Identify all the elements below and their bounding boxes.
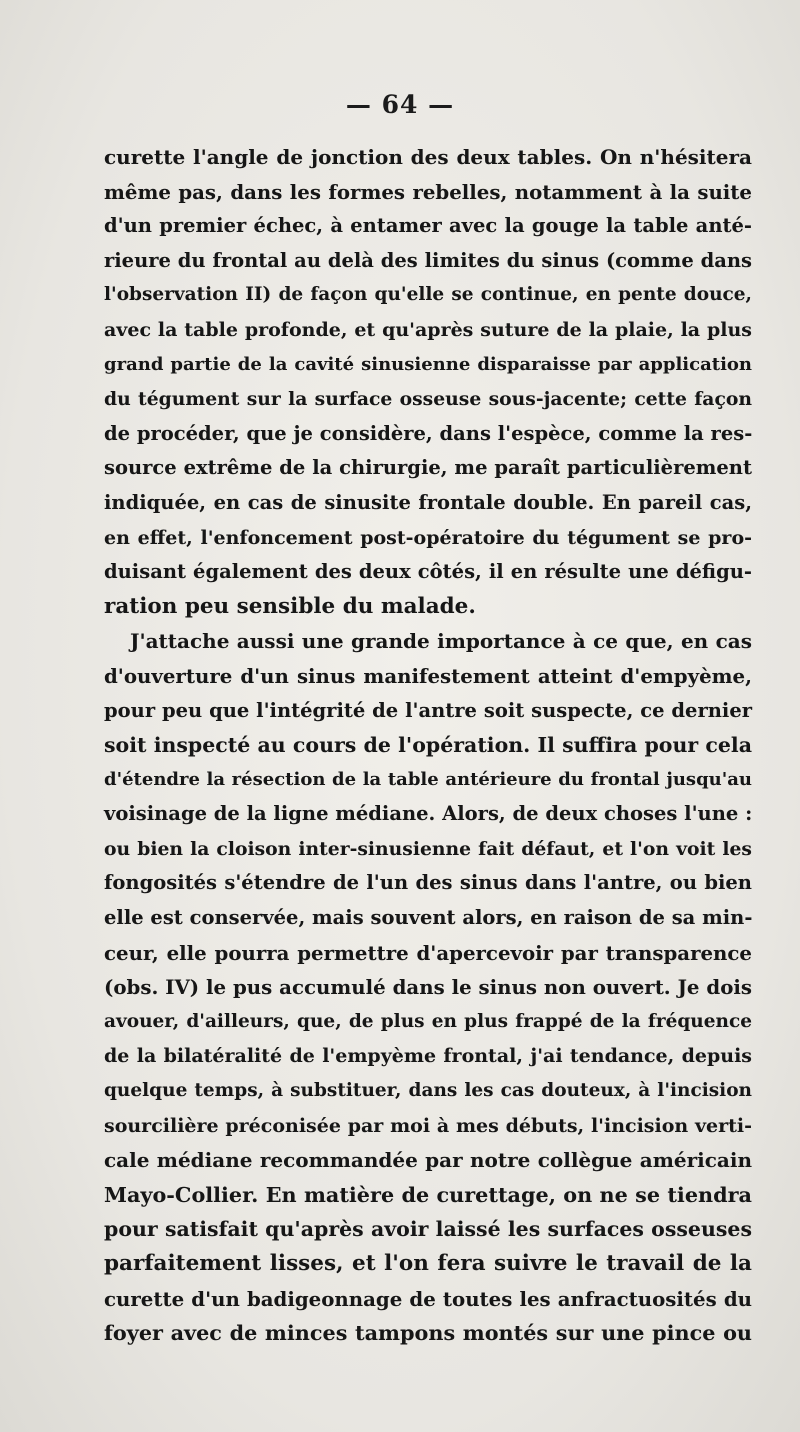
text-line: d'étendre la résection de la table antérieure du frontal jusqu'au xyxy=(104,768,752,790)
text-line: cale médiane recommandée par notre collègue américain xyxy=(104,1148,752,1173)
text-line: voisinage de la ligne médiane. Alors, de deux choses l'une : xyxy=(104,802,753,826)
text-line: d'ouverture d'un sinus manifestement atteint d'empyème, xyxy=(104,663,752,688)
text-line: (obs. IV) le pus accumulé dans le sinus non ouvert. Je dois xyxy=(104,975,752,1000)
text-line: soit inspecté au cours de l'opération. Il suffira pour cela xyxy=(104,733,752,758)
text-line: même pas, dans les formes rebelles, notamment à la suite xyxy=(104,179,752,204)
text-line: rieure du frontal au delà des limites du sinus (comme dans xyxy=(104,248,752,272)
text-line: curette d'un badigeonnage de toutes les anfractuosités du xyxy=(104,1286,752,1311)
text-line: pour peu que l'intégrité de l'antre soit suspecte, ce dernier xyxy=(104,698,752,722)
body-text xyxy=(104,140,752,1351)
text-line: l'observation II) de façon qu'elle se continue, en pente douce, xyxy=(104,284,752,306)
text-line: avouer, d'ailleurs, que, de plus en plus frappé de la fréquence xyxy=(104,1010,752,1032)
text-line: foyer avec de minces tampons montés sur une pince ou xyxy=(104,1321,752,1346)
text-line: Mayo-Collier. En matière de curettage, on ne se tiendra xyxy=(104,1182,752,1207)
text-line: parfaitement lisses, et l'on fera suivre le travail de la xyxy=(104,1251,752,1276)
text-line: duisant également des deux côtés, il en résulte une défigu- xyxy=(104,560,752,584)
text-line: de procéder, que je considère, dans l'espèce, comme la res- xyxy=(104,421,753,445)
text-line: pour satisfait qu'après avoir laissé les surfaces osseuses xyxy=(104,1217,752,1242)
text-line: en effet, l'enfoncement post-opératoire du tégument se pro- xyxy=(104,526,752,549)
text-line: J'attache aussi une grande importance à ce que, en cas xyxy=(130,629,752,654)
text-line: sourcilière préconisée par moi à mes débuts, l'incision verti- xyxy=(104,1114,752,1137)
text-line: fongosités s'étendre de l'un des sinus dans l'antre, ou bien xyxy=(104,871,752,895)
text-line: grand partie de la cavité sinusienne disparaisse par application xyxy=(104,353,752,375)
text-line: avec la table profonde, et qu'après suture de la plaie, la plus xyxy=(104,318,752,341)
text-line: curette l'angle de jonction des deux tables. On n'hésitera xyxy=(104,145,752,169)
text-line: d'un premier échec, à entamer avec la gouge la table anté- xyxy=(104,214,752,238)
text-line: ration peu sensible du malade. xyxy=(104,593,476,619)
text-line: ou bien la cloison inter-sinusienne fait défaut, et l'on voit les xyxy=(104,837,752,860)
text-line: ceur, elle pourra permettre d'apercevoir par transparence xyxy=(104,940,752,965)
page-number: — 64 — xyxy=(345,90,455,119)
text-line: quelque temps, à substituer, dans les cas douteux, à l'incision xyxy=(104,1080,752,1102)
text-line: du tégument sur la surface osseuse sous-jacente; cette façon xyxy=(104,388,752,411)
text-line: indiquée, en cas de sinusite frontale double. En pareil cas, xyxy=(104,490,752,514)
text-line: elle est conservée, mais souvent alors, en raison de sa min- xyxy=(104,906,753,930)
text-line: de la bilatéralité de l'empyème frontal, j'ai tendance, depuis xyxy=(104,1045,752,1068)
text-line: source extrême de la chirurgie, me paraît particulièrement xyxy=(104,456,752,480)
